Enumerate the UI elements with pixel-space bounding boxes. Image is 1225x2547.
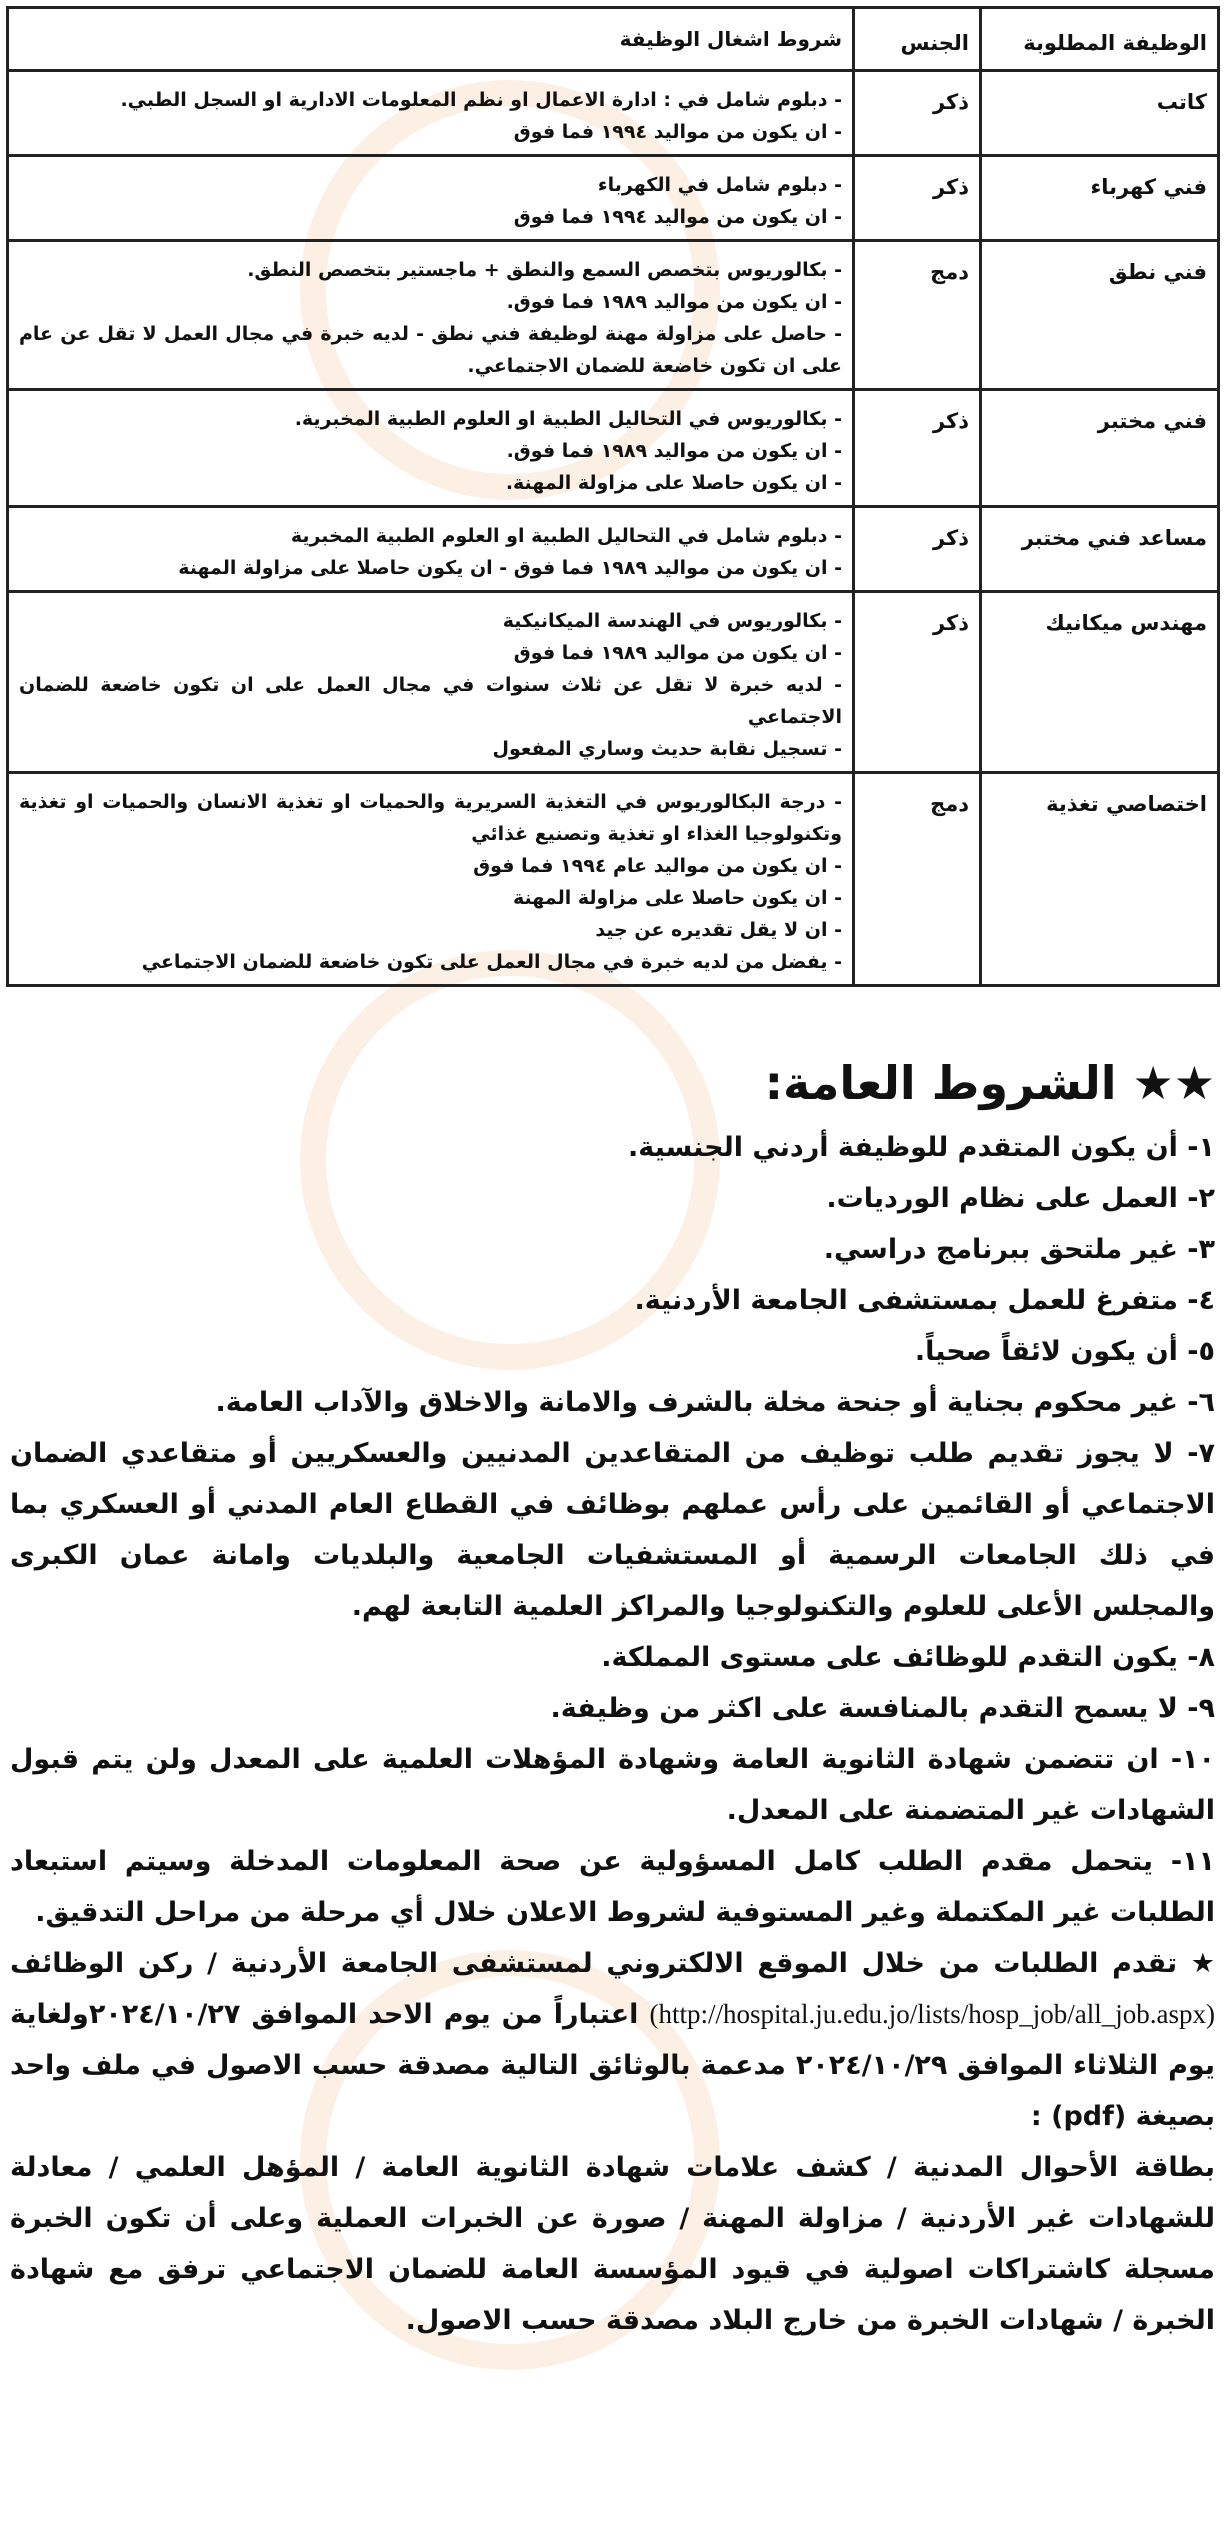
condition-line: - ان يكون حاصلا على مزاولة المهنة. [505, 472, 842, 494]
job-title: مساعد فني مختبر [981, 507, 1219, 592]
general-condition-item: ٩- لا يسمح التقدم بالمنافسة على اكثر من وظيفة. [550, 1693, 1215, 1724]
gender: ذكر [854, 156, 981, 241]
condition-line: - ان يكون من مواليد ١٩٨٩ فما فوق. [506, 291, 842, 313]
general-condition-item: ٦- غير محكوم بجناية أو جنحة مخلة بالشرف والامانة والاخلاق والآداب العامة. [215, 1387, 1215, 1418]
table-header-row [8, 8, 1219, 71]
general-condition-item: ٥- أن يكون لائقاً صحياً. [914, 1336, 1215, 1367]
table-row [8, 773, 1219, 986]
job-title: كاتب [981, 71, 1219, 156]
job-title: مهندس ميكانيك [981, 592, 1219, 773]
apply-url-link[interactable]: (http://hospital.ju.edu.jo/lists/hosp_job/all_job.aspx) [649, 1999, 1216, 2029]
conditions [8, 156, 854, 241]
header-job: الوظيفة المطلوبة [981, 8, 1219, 71]
general-condition-item: ١٠- ان تتضمن شهادة الثانوية العامة وشهادة المؤهلات العلمية على المعدل ولن يتم قبول الشهادات غير المتضمنة على المعدل. [10, 1744, 1215, 1826]
conditions [8, 390, 854, 507]
condition-line: - تسجيل نقابة حديث وساري المفعول [492, 738, 842, 760]
general-condition-item: ١- أن يكون المتقدم للوظيفة أردني الجنسية. [628, 1132, 1215, 1163]
table-row [8, 241, 1219, 390]
condition-line: - حاصل على مزاولة مهنة لوظيفة فني نطق - لديه خبرة في مجال العمل لا تقل عن عام على ان تكون خاضعة للضمان الاجتماعي. [19, 323, 842, 377]
conditions [8, 507, 854, 592]
condition-line: - ان يكون من مواليد ١٩٨٩ فما فوق [513, 642, 842, 664]
condition-line: - ان يكون من مواليد ١٩٩٤ فما فوق [513, 206, 842, 228]
apply-suffix: اعتباراً من يوم الاحد الموافق ٢٠٢٤/١٠/٢٧ولغاية يوم الثلاثاء الموافق ٢٠٢٤/١٠/٢٩ مدعمة بالوثائق التالية مصدقة حسب الاصول في ملف واحد بصيغة (pdf) : [10, 1999, 1215, 2132]
condition-line: - يفضل من لديه خبرة في مجال العمل على تكون خاضعة للضمان الاجتماعي [141, 951, 842, 973]
condition-line: - بكالوريوس بتخصص السمع والنطق + ماجستير بتخصص النطق. [247, 259, 842, 281]
condition-line: - لديه خبرة لا تقل عن ثلاث سنوات في مجال العمل على ان تكون خاضعة للضمان الاجتماعي [19, 674, 842, 728]
job-title: اختصاصي تغذية [981, 773, 1219, 986]
condition-line: - درجة البكالوريوس في التغذية السريرية والحميات او تغذية الانسان والحميات او تغذية وتكنولوجيا الغذاء او تغذية وتصنيع غذائي [19, 791, 842, 845]
condition-line: - ان لا يقل تقديره عن جيد [595, 919, 842, 941]
general-condition-item: ٢- العمل على نظام الورديات. [826, 1183, 1215, 1214]
gender: ذكر [854, 592, 981, 773]
condition-line: - دبلوم شامل في الكهرباء [597, 174, 842, 196]
table-row [8, 71, 1219, 156]
condition-line: - ان يكون من مواليد عام ١٩٩٤ فما فوق [473, 855, 842, 877]
general-title: ★★ الشروط العامة: [764, 1056, 1215, 1110]
condition-line: - ان يكون من مواليد ١٩٩٤ فما فوق [513, 121, 842, 143]
conditions [8, 773, 854, 986]
gender: ذكر [854, 390, 981, 507]
gender: ذكر [854, 507, 981, 592]
general-condition-item: ٤- متفرغ للعمل بمستشفى الجامعة الأردنية. [634, 1285, 1215, 1316]
table-row [8, 390, 1219, 507]
general-condition-item: ٧- لا يجوز تقديم طلب توظيف من المتقاعدين المدنيين والعسكريين أو متقاعدي الضمان الاجتماعي أو القائمين على رأس عملهم بوظائف في القطاع العام المدني أو العسكري بما في ذلك الجامعات الرسمية أو المستشفيات الجامعية والبلديات وامانة عمان الكبرى والمجلس الأعلى للعلوم والتكنولوجيا والمراكز العلمية التابعة لهم. [10, 1438, 1215, 1622]
table-row [8, 507, 1219, 592]
condition-line: - بكالوريوس في التحاليل الطبية او العلوم الطبية المخبرية. [294, 408, 842, 430]
apply-paragraph [10, 1938, 1215, 2142]
general-condition-item: ٣- غير ملتحق ببرنامج دراسي. [823, 1234, 1215, 1265]
apply-prefix: ★ تقدم الطلبات من خلال الموقع الالكتروني لمستشفى الجامعة الأردنية / ركن الوظائف [10, 1948, 1215, 1979]
job-title: فني مختبر [981, 390, 1219, 507]
condition-line: - ان يكون من مواليد ١٩٨٩ فما فوق - ان يكون حاصلا على مزاولة المهنة [178, 557, 842, 579]
condition-line: - دبلوم شامل في : ادارة الاعمال او نظم المعلومات الادارية او السجل الطبي. [120, 89, 842, 111]
required-documents: بطاقة الأحوال المدنية / كشف علامات شهادة الثانوية العامة / المؤهل العلمي / معادلة للشهادات غير الأردنية / مزاولة المهنة / صورة عن الخبرات العملية وعلى أن تكون الخبرة مسجلة كاشتراكات اصولية في قيود المؤسسة العامة للضمان الاجتماعي ترفق مع شهادة الخبرة / شهادات الخبرة من خارج البلاد مصدقة حسب الاصول. [10, 2152, 1215, 2336]
condition-line: - ان يكون من مواليد ١٩٨٩ فما فوق. [506, 440, 842, 462]
table-row [8, 592, 1219, 773]
gender: دمج [854, 773, 981, 986]
conditions [8, 241, 854, 390]
gender: دمج [854, 241, 981, 390]
header-conditions: شروط اشغال الوظيفة [8, 8, 854, 71]
condition-line: - دبلوم شامل في التحاليل الطبية او العلوم الطبية المخبرية [290, 525, 842, 547]
general-conditions [10, 1050, 1215, 2346]
conditions [8, 592, 854, 773]
condition-line: - ان يكون حاصلا على مزاولة المهنة [513, 887, 842, 909]
jobs-table [6, 6, 1220, 987]
table-row [8, 156, 1219, 241]
gender: ذكر [854, 71, 981, 156]
job-title: فني نطق [981, 241, 1219, 390]
condition-line: - بكالوريوس في الهندسة الميكانيكية [502, 610, 842, 632]
header-gender: الجنس [854, 8, 981, 71]
general-condition-item: ٨- يكون التقدم للوظائف على مستوى المملكة. [601, 1642, 1215, 1673]
conditions [8, 71, 854, 156]
general-condition-item: ١١- يتحمل مقدم الطلب كامل المسؤولية عن صحة المعلومات المدخلة وسيتم استبعاد الطلبات غير المكتملة وغير المستوفية لشروط الاعلان خلال أي مرحلة من مراحل التدقيق. [10, 1846, 1215, 1928]
job-title: فني كهرباء [981, 156, 1219, 241]
